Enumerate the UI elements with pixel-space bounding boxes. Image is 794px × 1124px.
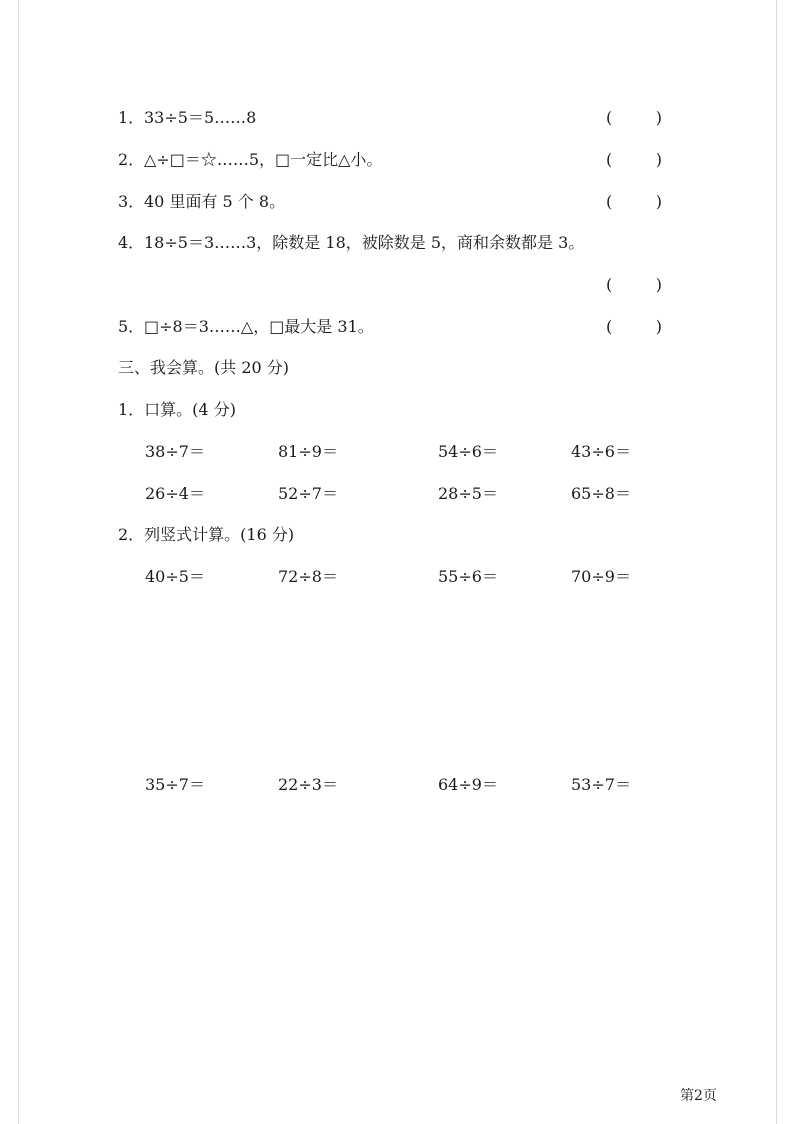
page-border-right [776, 0, 777, 1124]
paren-close: ) [655, 317, 662, 336]
judge-item-number: 5． [118, 317, 145, 336]
paren-open: ( [606, 150, 613, 169]
judge-item-text: 40 里面有 5 个 8。 [144, 192, 286, 211]
judge-item-number: 1． [118, 108, 145, 127]
judge-item-number: 2． [118, 150, 145, 169]
vertical-calc-item: 72÷8＝ [278, 567, 338, 586]
oral-calc-item: 65÷8＝ [571, 484, 631, 503]
page-border-left [18, 0, 19, 1124]
part-1-title: 1．口算。(4 分) [118, 400, 236, 419]
paren-open: ( [606, 317, 613, 336]
vertical-calc-item: 70÷9＝ [571, 567, 631, 586]
oral-calc-item: 38÷7＝ [145, 442, 205, 461]
section-3-title: 三、我会算。(共 20 分) [118, 358, 290, 377]
paren-close: ) [655, 192, 662, 211]
oral-calc-item: 81÷9＝ [278, 442, 338, 461]
paren-close: ) [655, 150, 662, 169]
judge-item-text: □÷8＝3……△，□最大是 31。 [144, 317, 374, 336]
paren-open: ( [606, 275, 613, 294]
vertical-calc-item: 55÷6＝ [438, 567, 498, 586]
paren-open: ( [606, 108, 613, 127]
vertical-calc-item: 35÷7＝ [145, 775, 205, 794]
vertical-calc-item: 40÷5＝ [145, 567, 205, 586]
oral-calc-item: 43÷6＝ [571, 442, 631, 461]
paren-close: ) [655, 275, 662, 294]
answer-parentheses[interactable] [606, 192, 662, 212]
oral-calc-item: 28÷5＝ [438, 484, 498, 503]
answer-parentheses[interactable] [606, 108, 662, 128]
paren-open: ( [606, 192, 613, 211]
answer-parentheses[interactable] [606, 317, 662, 337]
judge-item-text: 33÷5＝5……8 [144, 108, 257, 127]
vertical-calc-item: 64÷9＝ [438, 775, 498, 794]
oral-calc-item: 26÷4＝ [145, 484, 205, 503]
judge-item-text: 18÷5＝3……3，除数是 18，被除数是 5，商和余数都是 3。 [144, 233, 585, 252]
judge-item-text: △÷□＝☆……5，□一定比△小。 [144, 150, 383, 169]
oral-calc-item: 52÷7＝ [278, 484, 338, 503]
judge-item-number: 3． [118, 192, 145, 211]
oral-calc-item: 54÷6＝ [438, 442, 498, 461]
page-number: 第2页 [680, 1088, 717, 1104]
judge-item-number: 4． [118, 233, 145, 252]
answer-parentheses[interactable] [606, 150, 662, 170]
paren-close: ) [655, 108, 662, 127]
vertical-calc-item: 22÷3＝ [278, 775, 338, 794]
answer-parentheses[interactable] [606, 275, 662, 295]
vertical-calc-item: 53÷7＝ [571, 775, 631, 794]
part-2-title: 2．列竖式计算。(16 分) [118, 525, 295, 544]
